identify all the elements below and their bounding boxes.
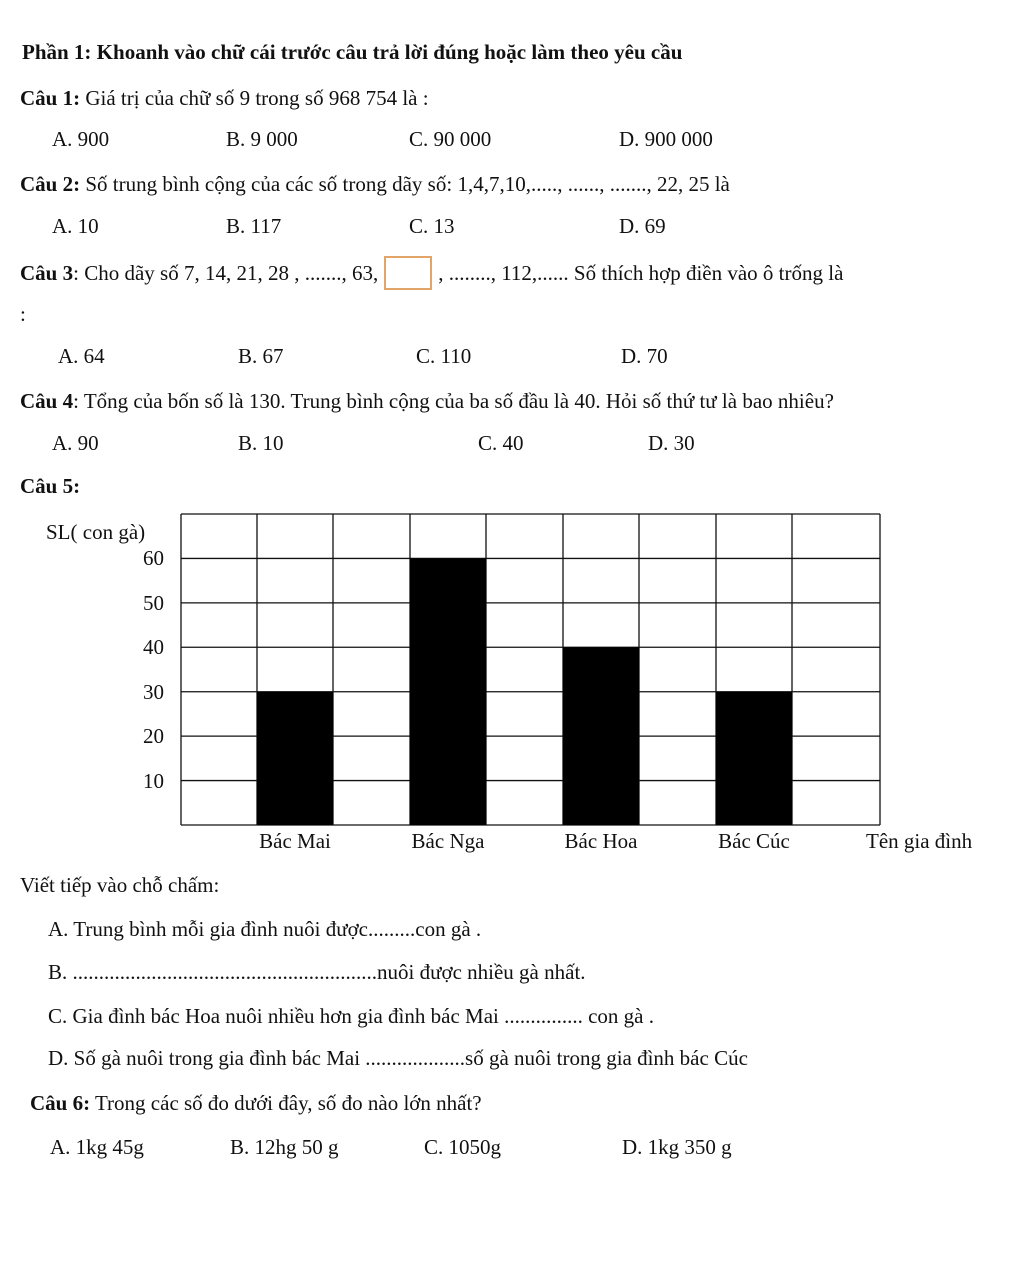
chart-y-tick-label: 40	[143, 635, 164, 660]
question-3-label: Câu 3	[20, 260, 74, 285]
question-4-label: Câu 4	[20, 389, 74, 413]
question-1-label: Câu 1:	[20, 86, 81, 110]
chart-y-tick-label: 20	[143, 724, 164, 749]
question-2-text: Số trung bình cộng của các số trong dãy số: 1,4,7,10,....., ......, ......., 22, 25 là	[85, 172, 730, 196]
chart-y-tick-label: 10	[143, 768, 164, 793]
q1-option-a[interactable]: A. 900	[52, 127, 110, 151]
chart-x-axis-label: Tên gia đình	[866, 829, 973, 853]
q1-option-c[interactable]: C. 90 000	[409, 127, 492, 151]
chart-y-tick-label: 50	[143, 590, 164, 615]
q4-option-a[interactable]: A. 90	[52, 431, 99, 455]
q2-option-a[interactable]: A. 10	[52, 214, 99, 238]
q2-option-d[interactable]: D. 69	[619, 214, 666, 238]
question-4-text: : Tổng của bốn số là 130. Trung bình cộng của ba số đầu là 40. Hỏi số thứ tư là bao nhiêu?	[73, 389, 834, 413]
q6-option-d[interactable]: D. 1kg 350 g	[622, 1135, 732, 1159]
question-3-colon: :	[20, 302, 26, 326]
chart-bar-bac-mai	[257, 692, 333, 825]
fill-in-item-c[interactable]: C. Gia đình bác Hoa nuôi nhiều hơn gia đình bác Mai ............... con gà .	[48, 1004, 654, 1028]
question-1-text: Giá trị của chữ số 9 trong số 968 754 là :	[85, 86, 429, 110]
chart-y-axis-label: SL( con gà)	[46, 520, 146, 544]
question-5-label: Câu 5:	[20, 474, 81, 498]
question-3-text-before: : Cho dãy số 7, 14, 21, 28 , ......., 63,	[73, 260, 379, 285]
question-2-label: Câu 2:	[20, 172, 81, 196]
q1-option-b[interactable]: B. 9 000	[226, 127, 298, 151]
chart-bar-bac-cuc	[716, 692, 792, 825]
q1-option-d[interactable]: D. 900 000	[619, 127, 713, 151]
chart-bar-bac-hoa	[563, 647, 639, 825]
chart-x-category-label: Bác Nga	[411, 829, 485, 853]
q4-option-b[interactable]: B. 10	[238, 431, 284, 455]
chart-y-tick-label: 30	[143, 679, 164, 704]
q2-option-c[interactable]: C. 13	[409, 214, 455, 238]
question-3-text-after: , ........, 112,...... Số thích hợp điền vào ô trống là	[438, 260, 844, 285]
question-6-text: Trong các số đo dưới đây, số đo nào lớn nhất?	[94, 1091, 482, 1115]
q3-option-b[interactable]: B. 67	[238, 344, 284, 368]
chart-x-category-label: Bác Hoa	[564, 829, 638, 853]
question-6	[30, 1091, 482, 1116]
q2-option-b[interactable]: B. 117	[226, 214, 282, 238]
chart-x-category-label: Bác Cúc	[718, 829, 790, 853]
question-6-label: Câu 6:	[30, 1091, 91, 1115]
q4-option-c[interactable]: C. 40	[478, 431, 524, 455]
q3-option-c[interactable]: C. 110	[416, 344, 472, 368]
fill-in-item-d[interactable]: D. Số gà nuôi trong gia đình bác Mai ...................số gà nuôi trong gia đình bác Cúc	[48, 1046, 748, 1070]
q3-option-d[interactable]: D. 70	[621, 344, 668, 368]
q6-option-a[interactable]: A. 1kg 45g	[50, 1135, 144, 1159]
chart-y-tick-label: 60	[143, 546, 164, 571]
part1-title: Phần 1: Khoanh vào chữ cái trước câu trả lời đúng hoặc làm theo yêu cầu	[22, 40, 683, 64]
q6-option-b[interactable]: B. 12hg 50 g	[230, 1135, 339, 1159]
q3-option-a[interactable]: A. 64	[58, 344, 105, 368]
fill-in-intro: Viết tiếp vào chỗ chấm:	[20, 873, 220, 897]
chart-x-category-label: Bác Mai	[259, 829, 331, 853]
fill-in-item-a[interactable]: A. Trung bình mỗi gia đình nuôi được.........con gà .	[48, 917, 482, 941]
fill-in-item-b[interactable]: B. ..........................................................nuôi được nhiều gà nhất.	[48, 960, 586, 984]
chart-bar-bac-nga	[410, 558, 486, 825]
q4-option-d[interactable]: D. 30	[648, 431, 695, 455]
q6-option-c[interactable]: C. 1050g	[424, 1135, 502, 1159]
